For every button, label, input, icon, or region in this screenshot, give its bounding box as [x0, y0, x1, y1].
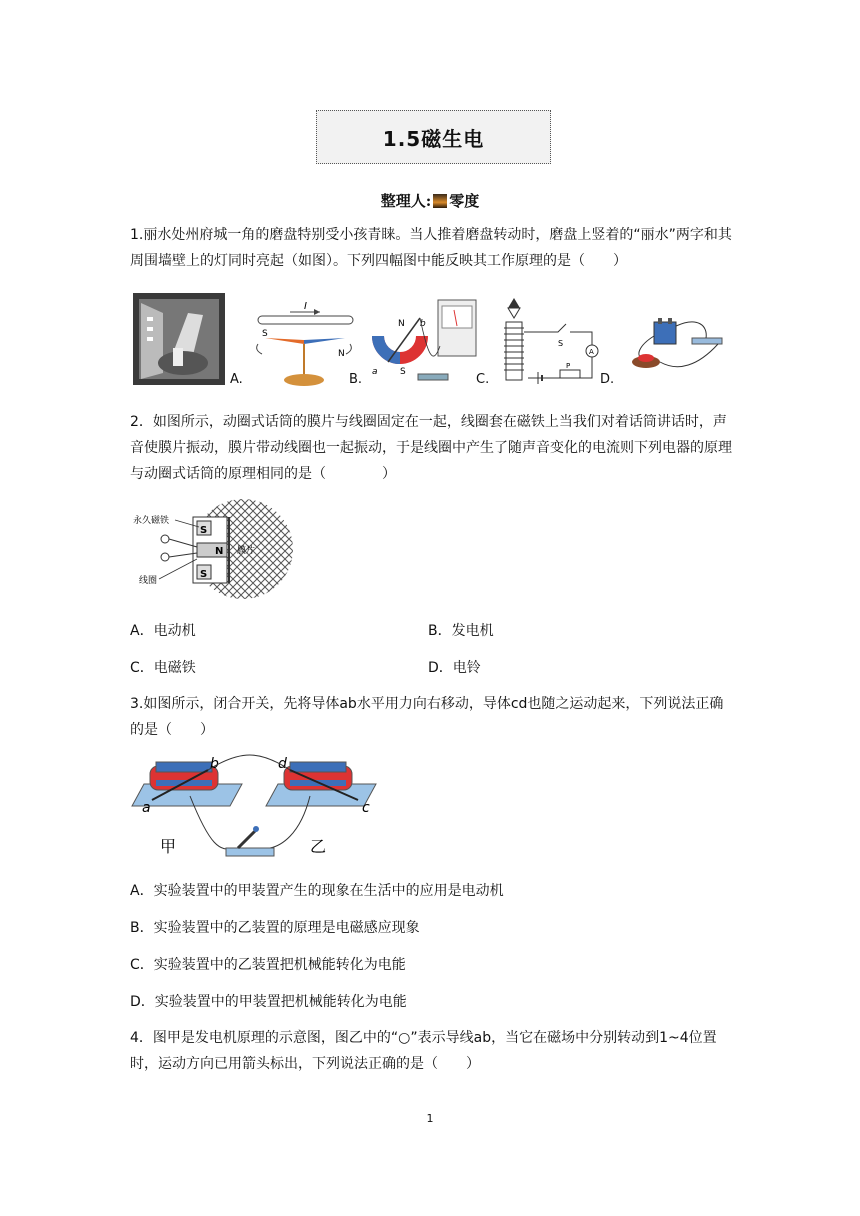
- q2-option-c: C．电磁铁: [130, 660, 196, 676]
- q3-option-a: A．实验装置中的甲装置产生的现象在生活中的应用是电动机: [130, 883, 504, 899]
- q2-microphone-figure: [133, 503, 303, 595]
- q3-text: 3.如图所示，闭合开关，先将导体ab水平用力向右移动，导体cd也随之运动起来，下列说法正确的是（ ）: [130, 696, 724, 738]
- q1-photo: [133, 293, 225, 385]
- q1-fig-p-label: P: [566, 362, 571, 370]
- page-number: 1: [426, 1112, 434, 1125]
- q1-option-b: B.: [349, 372, 363, 387]
- author-line: [0, 190, 860, 211]
- q3-fig-a-label: a: [142, 800, 151, 816]
- q1-option-c: C.: [476, 372, 490, 387]
- q3-option-c: C．实验装置中的乙装置把机械能转化为电能: [130, 957, 406, 973]
- q3-fig-d-label: d: [278, 756, 287, 772]
- q2-fig-coil-label: 线圈: [139, 576, 158, 586]
- q2-fig-membrane-label: 膜片: [237, 546, 256, 556]
- q3-fig-yi-label: 乙: [310, 837, 327, 856]
- q1-fig-s3-label: S: [558, 339, 564, 348]
- q3-fig-jia-label: 甲: [160, 837, 177, 856]
- author-name: 零度: [449, 192, 480, 210]
- q2-fig-s-bot: S: [200, 569, 208, 580]
- q1-fig-n2-label: N: [398, 319, 405, 329]
- q1-fig-ammeter-label: A: [589, 348, 594, 356]
- q2-fig-magnet-label: 永久磁铁: [133, 516, 170, 526]
- q1-fig-s2-label: S: [400, 367, 406, 377]
- author-label: 整理人:: [380, 192, 432, 210]
- q2-fig-n-mid: N: [215, 546, 224, 557]
- author-avatar-icon: [433, 194, 447, 208]
- q3-figure: [130, 756, 385, 862]
- q1-fig-a-label: a: [372, 367, 378, 377]
- q1-option-d: D.: [600, 372, 615, 387]
- q1-figure-a-current-needle: [250, 300, 363, 390]
- q3-fig-b-label: b: [210, 756, 219, 772]
- q4-text: 4．图甲是发电机原理的示意图，图乙中的“○”表示导线ab，当它在磁场中分别转动到1~4位置时，运动方向已用箭头标出，下列说法正确的是（ ）: [130, 1030, 717, 1072]
- q2-option-b: B．发电机: [428, 623, 494, 639]
- q1-option-a: A.: [230, 372, 243, 387]
- q1-text: 1.丽水处州府城一角的磨盘特别受小孩青睐。当人推着磨盘转动时，磨盘上竖着的“丽水”两字和其周围墙壁上的灯同时亮起（如图）。下列四幅图中能反映其工作原理的是（ ）: [130, 227, 732, 269]
- q3-fig-c-label: c: [362, 800, 370, 816]
- q1-fig-current-label: I: [304, 301, 307, 312]
- q1-figure-b-magnet-galvanometer: [368, 296, 480, 388]
- q3-option-b: B．实验装置中的乙装置的原理是电磁感应现象: [130, 920, 420, 936]
- q1-figure-c-electromagnet: [498, 296, 608, 388]
- q2-option-a: A．电动机: [130, 623, 196, 639]
- q1-fig-n-label: N: [338, 349, 345, 359]
- q1-fig-b-label: b: [420, 319, 426, 329]
- q2-option-d: D．电铃: [428, 660, 481, 676]
- q3-option-d: D．实验装置中的甲装置把机械能转化为电能: [130, 994, 407, 1010]
- q1-figure-d-circuit: [628, 316, 728, 376]
- q1-fig-s-label: S: [262, 329, 268, 339]
- q2-fig-s-top: S: [200, 525, 208, 536]
- page-title: 1.5磁生电: [316, 110, 551, 164]
- q2-text: 2．如图所示，动圈式话筒的膜片与线圈固定在一起，线圈套在磁铁上当我们对着话筒讲话时，声音使膜片振动，膜片带动线圈也一起振动，于是线圈中产生了随声音变化的电流则下列电器的原理与动圈式话筒的原理相同的是（ ）: [130, 414, 732, 482]
